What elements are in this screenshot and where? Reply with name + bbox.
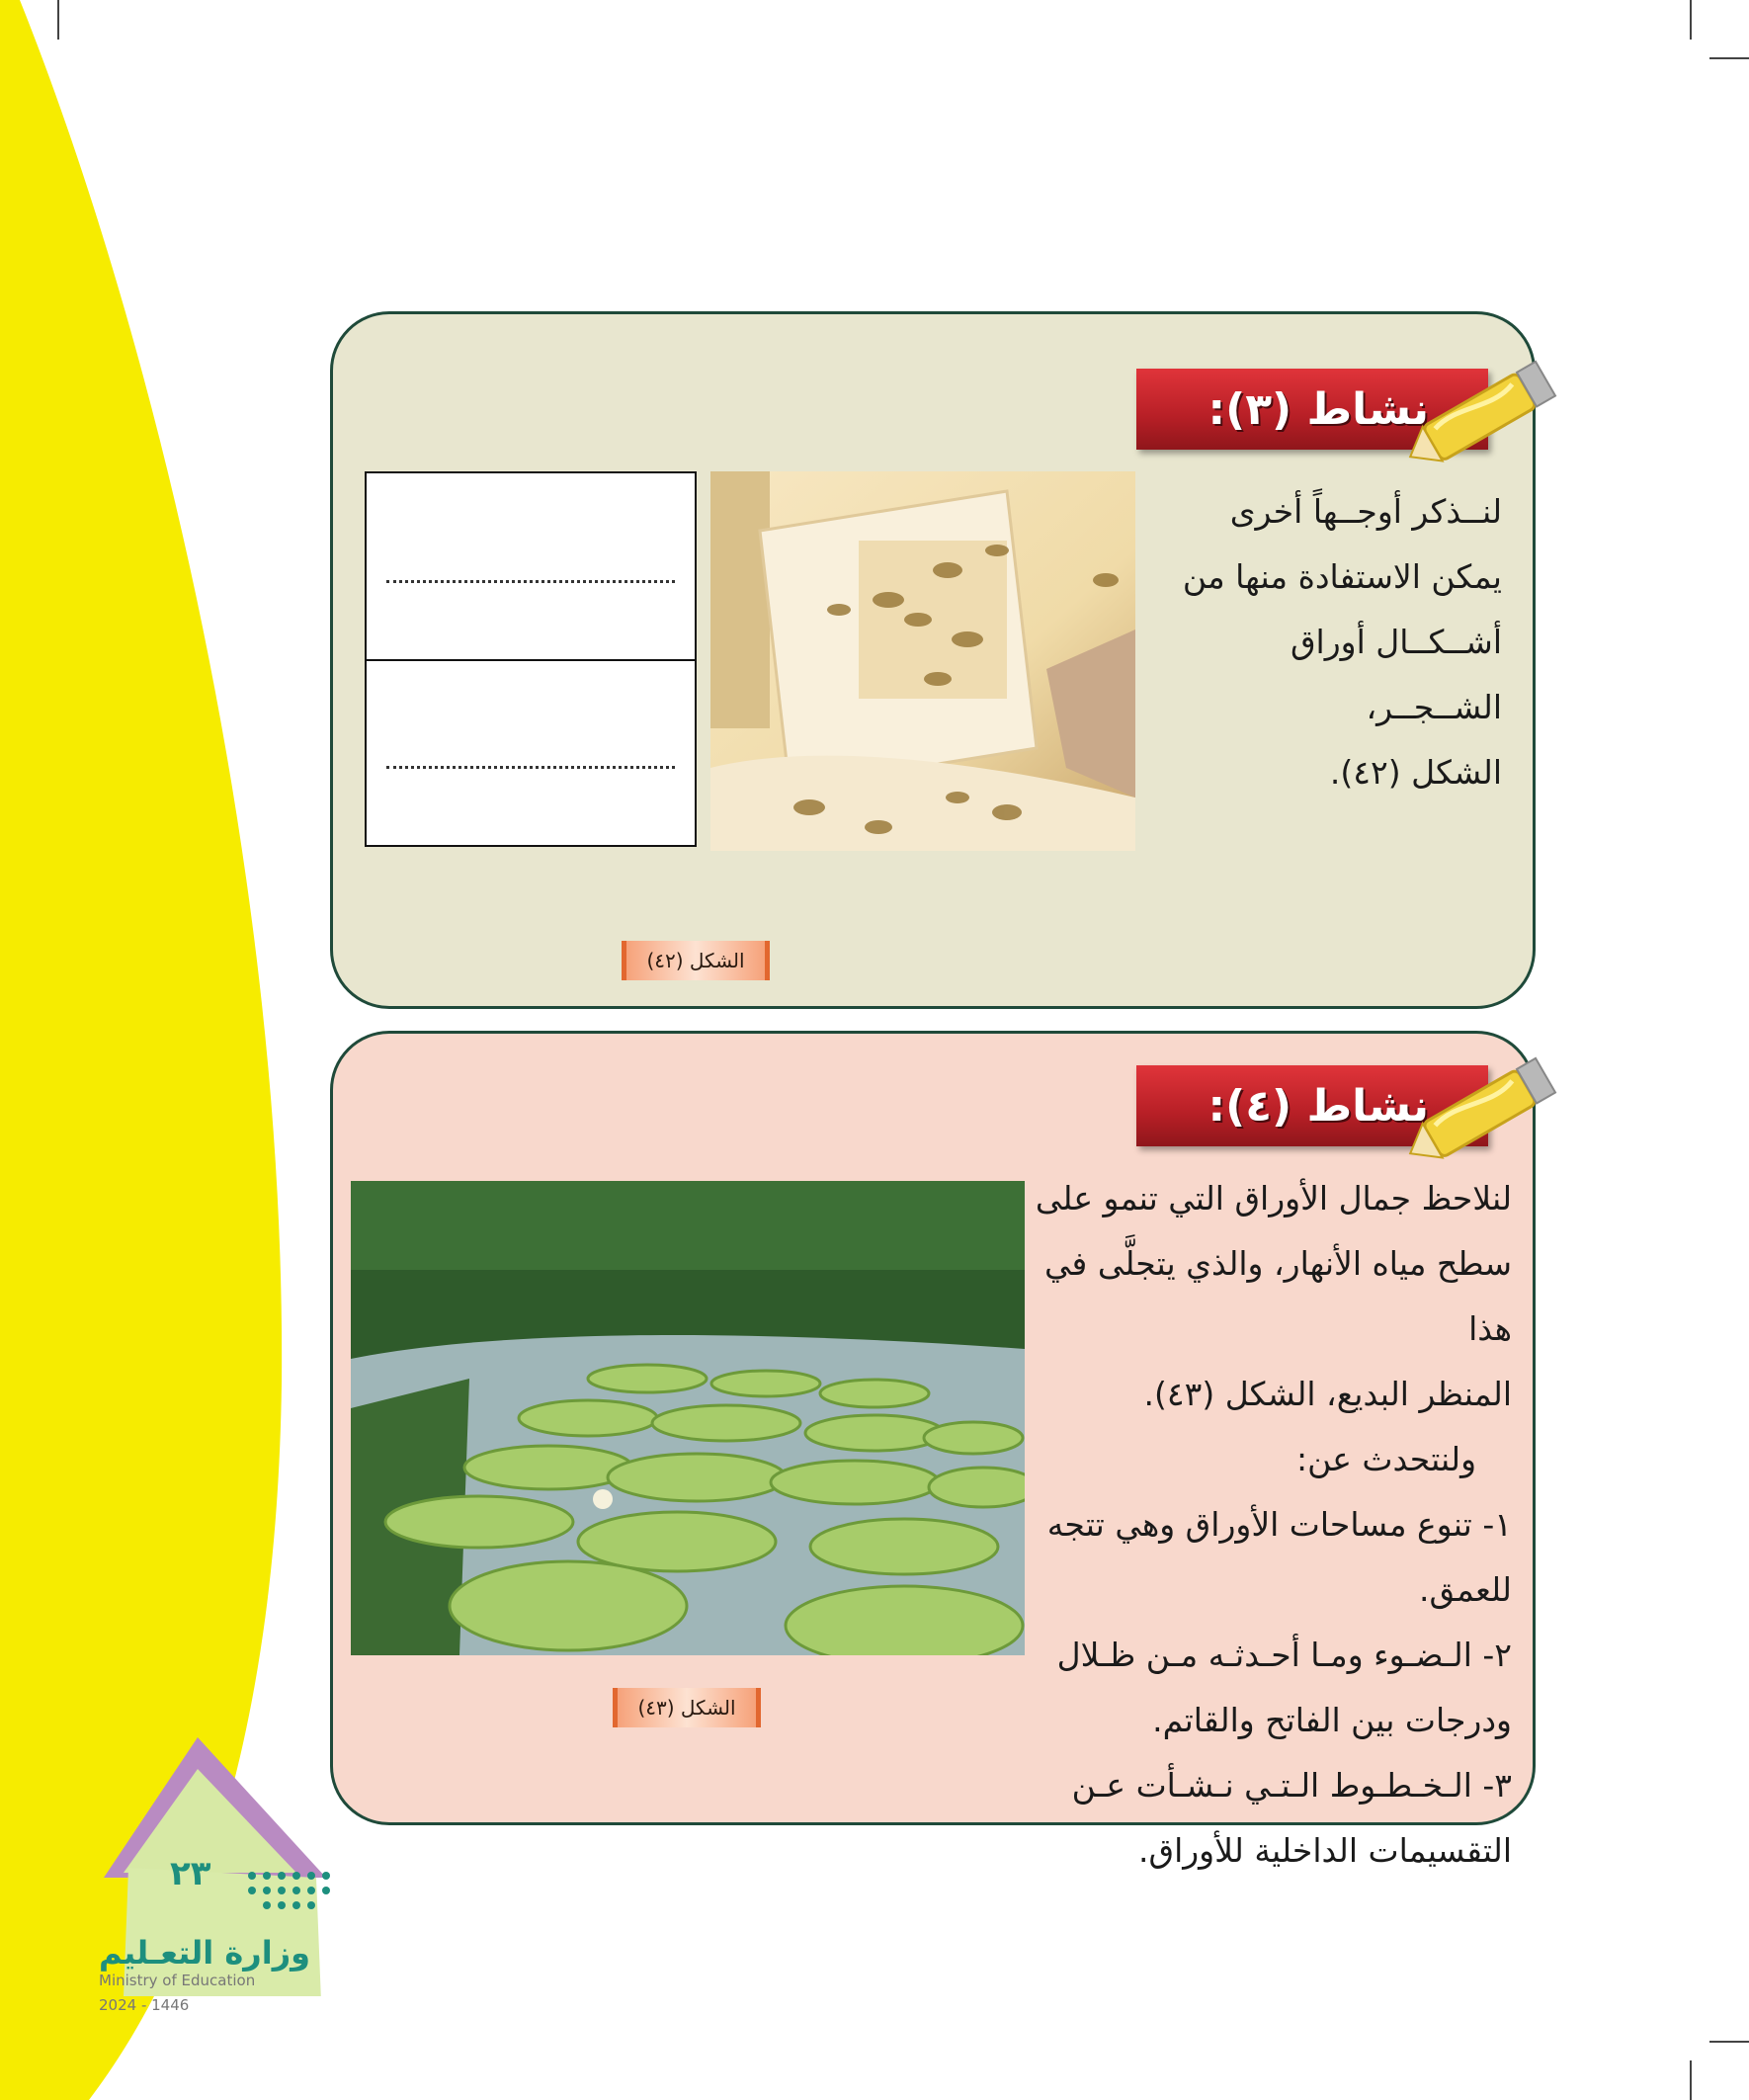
figure-43-caption xyxy=(613,1688,761,1727)
activity-4-title: نشاط (٤): xyxy=(1208,1080,1429,1132)
activity-3-line: لنــذكر أوجــهاً أخرى xyxy=(1229,492,1502,531)
activity-4-line: ولنتحدث عن: xyxy=(1295,1440,1476,1478)
crop-mark xyxy=(1709,2041,1749,2043)
activity-3-line: يمكن الاستفادة منها من xyxy=(1182,557,1502,596)
activity-4-line: سطح مياه الأنهار، والذي يتجلَّى في هذا xyxy=(1044,1244,1512,1348)
answer-line[interactable] xyxy=(386,580,675,583)
crop-mark xyxy=(1690,0,1692,40)
answer-line[interactable] xyxy=(386,766,675,769)
activity-4-line: للعمق. xyxy=(1419,1570,1512,1609)
figure-43-caption-text: الشكل (٤٣) xyxy=(637,1696,736,1720)
activity-4-line: ٢- الـضـوء ومـا أحـدثـه مـن ظـلال xyxy=(1056,1636,1512,1674)
activity-4-line: المنظر البديع، الشكل (٤٣). xyxy=(1143,1375,1512,1413)
pencil-icon xyxy=(1403,351,1571,469)
activity-4-paragraph xyxy=(1028,1166,1512,1884)
answer-divider xyxy=(367,659,695,661)
activity-4-line: التقسيمات الداخلية للأوراق. xyxy=(1137,1831,1512,1870)
ministry-name-en: Ministry of Education xyxy=(99,1972,256,1989)
activity-4-line: ١- تنوع مساحات الأوراق وهي تتجه xyxy=(1046,1505,1512,1544)
figure-42-caption-text: الشكل (٤٢) xyxy=(646,949,745,972)
figure-42-caption xyxy=(622,941,770,980)
pencil-icon xyxy=(1403,1048,1571,1166)
answer-box xyxy=(365,471,697,847)
edition-year: 2024 - 1446 xyxy=(99,1996,190,2014)
ministry-logo-icon xyxy=(242,1866,351,1915)
activity-4-line: ودرجات بين الفاتح والقاتم. xyxy=(1152,1701,1512,1739)
activity-3-title: نشاط (٣): xyxy=(1208,383,1429,435)
activity-3-line: الشكل (٤٢). xyxy=(1329,753,1502,792)
ministry-name-ar: وزارة التعـليم xyxy=(99,1934,310,1972)
crop-mark xyxy=(1690,2060,1692,2100)
crop-mark xyxy=(1709,57,1749,59)
activity-4-line: ٣- الـخـطـوط الـتـي نـشـأت عـن xyxy=(1071,1766,1512,1805)
water-lilies-photo xyxy=(351,1181,1025,1655)
activity-3-line: أشــكــال أوراق الشــجــر، xyxy=(1290,623,1502,726)
activity-4-line: لنلاحظ جمال الأوراق التي تنمو على xyxy=(1035,1179,1512,1218)
activity-3-paragraph xyxy=(1156,479,1502,805)
page-number: ٢٣ xyxy=(170,1854,211,1893)
pillow-photo xyxy=(710,471,1135,851)
